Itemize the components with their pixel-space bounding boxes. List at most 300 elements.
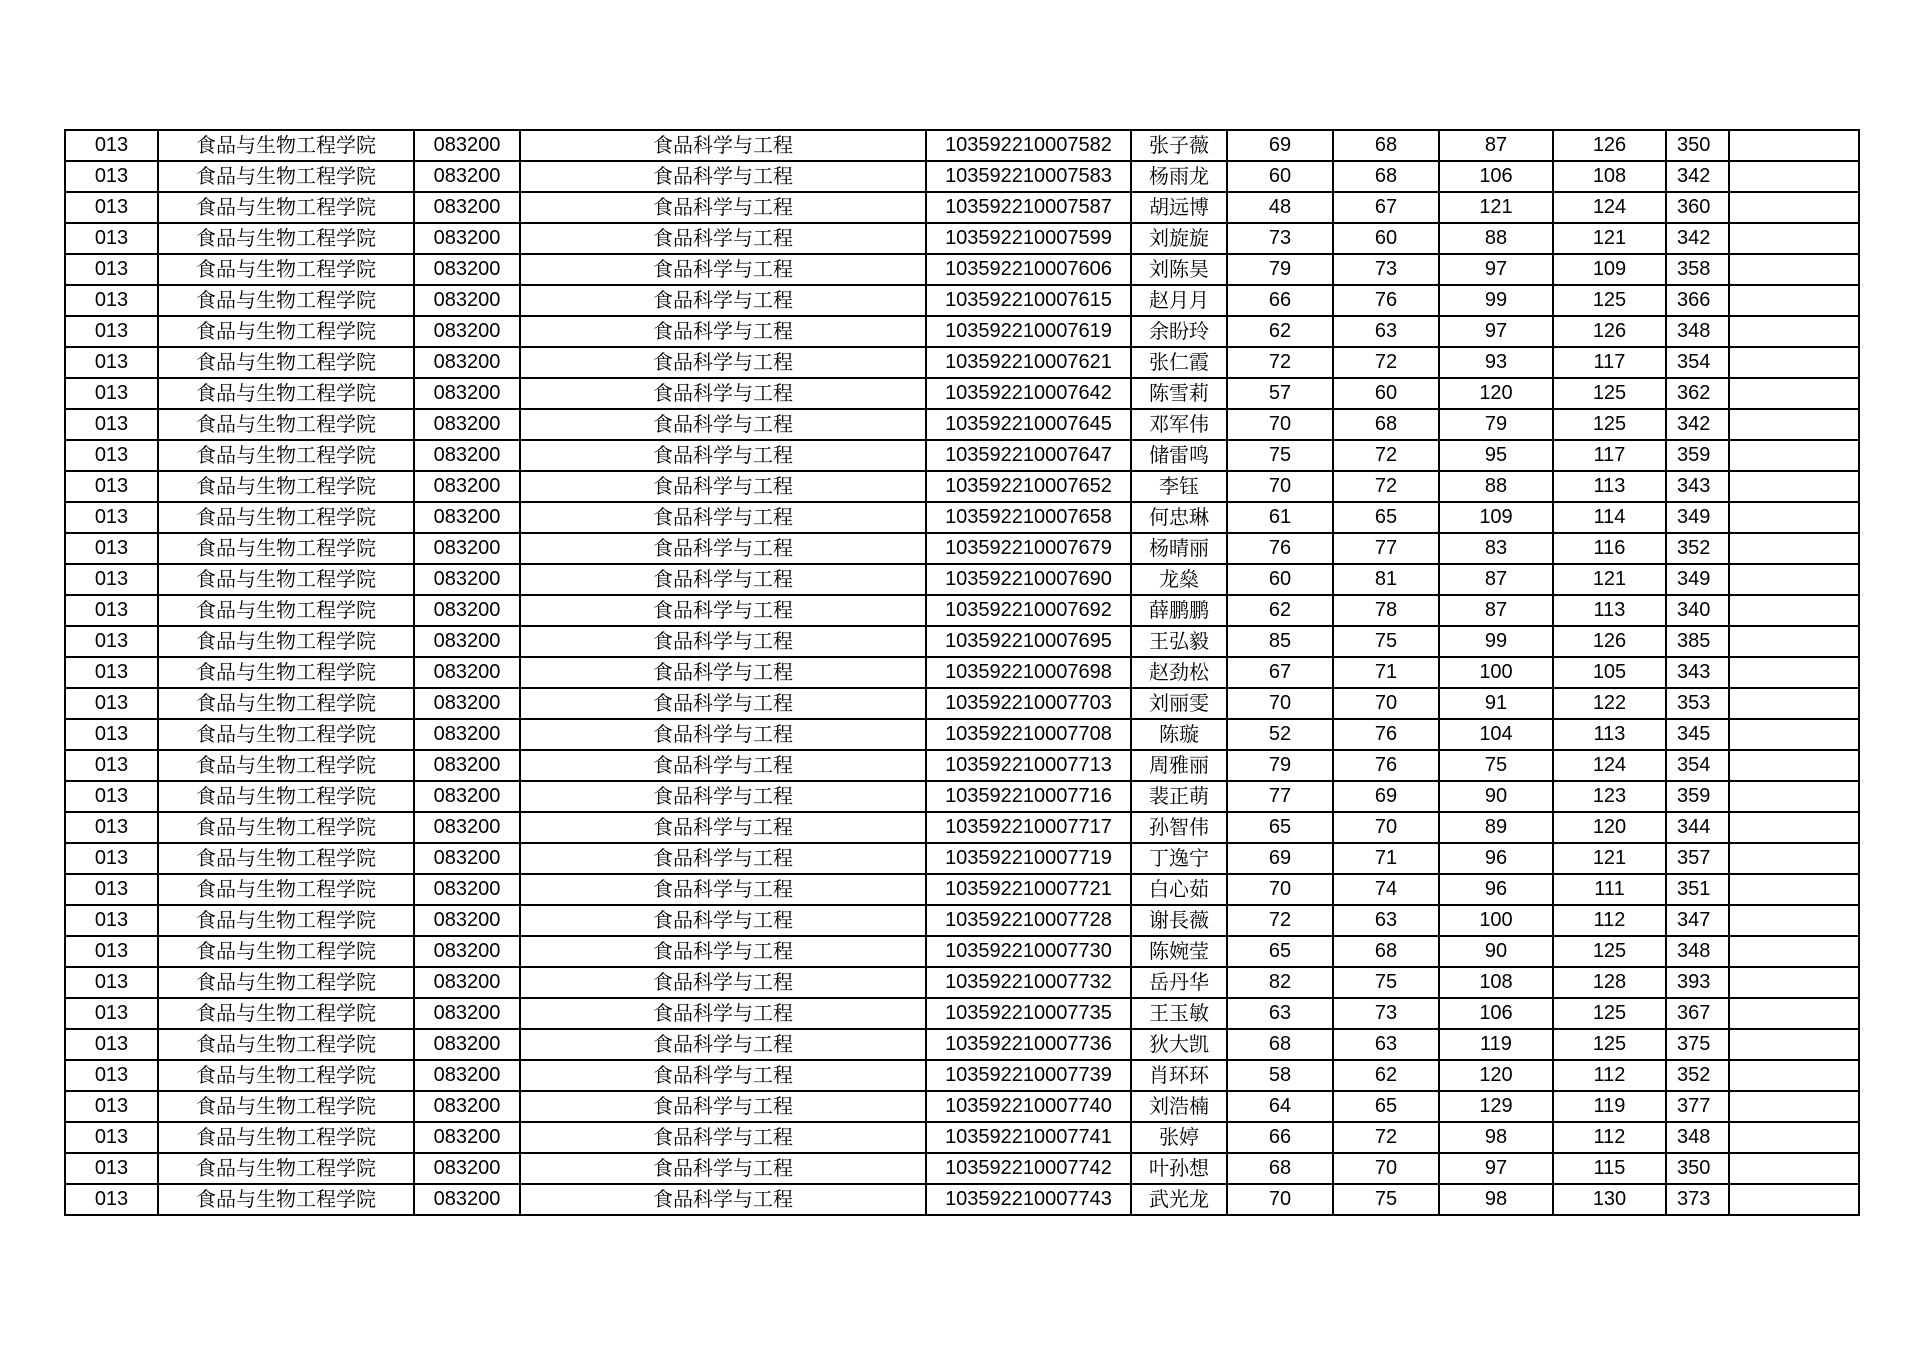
- major-code-cell: 083200: [414, 1029, 520, 1060]
- table-row: [65, 688, 1859, 719]
- exam-id-cell: 103592210007587: [926, 192, 1131, 223]
- score4-cell: 112: [1553, 1122, 1666, 1153]
- score3-cell: 99: [1439, 285, 1553, 316]
- score4-cell: 124: [1553, 192, 1666, 223]
- major-code-cell: 083200: [414, 998, 520, 1029]
- college-code-cell: 013: [65, 843, 158, 874]
- college-code-cell: 013: [65, 750, 158, 781]
- total-score-cell: 348: [1666, 936, 1729, 967]
- score1-cell: 68: [1227, 1153, 1333, 1184]
- name-cell: 裴正萌: [1131, 781, 1227, 812]
- score3-cell: 129: [1439, 1091, 1553, 1122]
- score3-cell: 83: [1439, 533, 1553, 564]
- total-score-cell: 360: [1666, 192, 1729, 223]
- exam-id-cell: 103592210007583: [926, 161, 1131, 192]
- score4-cell: 130: [1553, 1184, 1666, 1215]
- score4-cell: 108: [1553, 161, 1666, 192]
- college-code-cell: 013: [65, 1184, 158, 1215]
- score2-cell: 71: [1333, 657, 1439, 688]
- exam-id-cell: 103592210007736: [926, 1029, 1131, 1060]
- score1-cell: 61: [1227, 502, 1333, 533]
- major-cell: 食品科学与工程: [520, 223, 926, 254]
- exam-id-cell: 103592210007647: [926, 440, 1131, 471]
- score2-cell: 75: [1333, 967, 1439, 998]
- table-body: [65, 130, 1859, 1215]
- college-code-cell: 013: [65, 626, 158, 657]
- name-cell: 杨晴丽: [1131, 533, 1227, 564]
- total-score-cell: 345: [1666, 719, 1729, 750]
- score3-cell: 88: [1439, 471, 1553, 502]
- table-row: [65, 874, 1859, 905]
- name-cell: 肖环环: [1131, 1060, 1227, 1091]
- major-code-cell: 083200: [414, 378, 520, 409]
- college-cell: 食品与生物工程学院: [158, 130, 414, 161]
- name-cell: 岳丹华: [1131, 967, 1227, 998]
- major-code-cell: 083200: [414, 1153, 520, 1184]
- name-cell: 张子薇: [1131, 130, 1227, 161]
- total-score-cell: 349: [1666, 564, 1729, 595]
- college-code-cell: 013: [65, 192, 158, 223]
- name-cell: 刘浩楠: [1131, 1091, 1227, 1122]
- table-row: [65, 1184, 1859, 1215]
- major-code-cell: 083200: [414, 347, 520, 378]
- score4-cell: 125: [1553, 998, 1666, 1029]
- major-code-cell: 083200: [414, 781, 520, 812]
- total-score-cell: 343: [1666, 471, 1729, 502]
- major-cell: 食品科学与工程: [520, 192, 926, 223]
- major-cell: 食品科学与工程: [520, 936, 926, 967]
- table-row: [65, 998, 1859, 1029]
- exam-id-cell: 103592210007735: [926, 998, 1131, 1029]
- score4-cell: 124: [1553, 750, 1666, 781]
- table-row: [65, 905, 1859, 936]
- score1-cell: 70: [1227, 874, 1333, 905]
- major-cell: 食品科学与工程: [520, 130, 926, 161]
- exam-id-cell: 103592210007739: [926, 1060, 1131, 1091]
- major-code-cell: 083200: [414, 254, 520, 285]
- table-row: [65, 285, 1859, 316]
- total-score-cell: 377: [1666, 1091, 1729, 1122]
- score1-cell: 67: [1227, 657, 1333, 688]
- table-row: [65, 781, 1859, 812]
- score3-cell: 98: [1439, 1184, 1553, 1215]
- total-score-cell: 348: [1666, 316, 1729, 347]
- college-code-cell: 013: [65, 1029, 158, 1060]
- major-cell: 食品科学与工程: [520, 440, 926, 471]
- major-cell: 食品科学与工程: [520, 595, 926, 626]
- exam-id-cell: 103592210007708: [926, 719, 1131, 750]
- total-score-cell: 343: [1666, 657, 1729, 688]
- score1-cell: 60: [1227, 161, 1333, 192]
- score4-cell: 123: [1553, 781, 1666, 812]
- score4-cell: 120: [1553, 812, 1666, 843]
- exam-id-cell: 103592210007740: [926, 1091, 1131, 1122]
- score3-cell: 120: [1439, 378, 1553, 409]
- total-score-cell: 340: [1666, 595, 1729, 626]
- college-code-cell: 013: [65, 285, 158, 316]
- college-cell: 食品与生物工程学院: [158, 750, 414, 781]
- college-cell: 食品与生物工程学院: [158, 719, 414, 750]
- table-row: [65, 626, 1859, 657]
- score1-cell: 82: [1227, 967, 1333, 998]
- name-cell: 白心茹: [1131, 874, 1227, 905]
- score1-cell: 73: [1227, 223, 1333, 254]
- score2-cell: 65: [1333, 1091, 1439, 1122]
- college-cell: 食品与生物工程学院: [158, 192, 414, 223]
- note-cell: [1729, 936, 1859, 967]
- score2-cell: 60: [1333, 378, 1439, 409]
- score3-cell: 98: [1439, 1122, 1553, 1153]
- score4-cell: 112: [1553, 1060, 1666, 1091]
- major-cell: 食品科学与工程: [520, 843, 926, 874]
- score2-cell: 63: [1333, 1029, 1439, 1060]
- score4-cell: 117: [1553, 347, 1666, 378]
- major-code-cell: 083200: [414, 471, 520, 502]
- total-score-cell: 342: [1666, 161, 1729, 192]
- note-cell: [1729, 378, 1859, 409]
- total-score-cell: 367: [1666, 998, 1729, 1029]
- exam-id-cell: 103592210007716: [926, 781, 1131, 812]
- score4-cell: 121: [1553, 564, 1666, 595]
- table-row: [65, 1060, 1859, 1091]
- college-code-cell: 013: [65, 688, 158, 719]
- total-score-cell: 357: [1666, 843, 1729, 874]
- college-code-cell: 013: [65, 967, 158, 998]
- score2-cell: 76: [1333, 285, 1439, 316]
- score3-cell: 89: [1439, 812, 1553, 843]
- table-row: [65, 192, 1859, 223]
- exam-id-cell: 103592210007658: [926, 502, 1131, 533]
- major-code-cell: 083200: [414, 285, 520, 316]
- score2-cell: 68: [1333, 936, 1439, 967]
- table-row: [65, 564, 1859, 595]
- score3-cell: 75: [1439, 750, 1553, 781]
- score3-cell: 120: [1439, 1060, 1553, 1091]
- score4-cell: 119: [1553, 1091, 1666, 1122]
- score1-cell: 70: [1227, 688, 1333, 719]
- exam-id-cell: 103592210007619: [926, 316, 1131, 347]
- table-row: [65, 378, 1859, 409]
- score1-cell: 69: [1227, 843, 1333, 874]
- major-code-cell: 083200: [414, 905, 520, 936]
- score4-cell: 115: [1553, 1153, 1666, 1184]
- note-cell: [1729, 1184, 1859, 1215]
- score2-cell: 68: [1333, 130, 1439, 161]
- college-cell: 食品与生物工程学院: [158, 502, 414, 533]
- total-score-cell: 342: [1666, 409, 1729, 440]
- note-cell: [1729, 347, 1859, 378]
- score2-cell: 70: [1333, 1153, 1439, 1184]
- college-code-cell: 013: [65, 471, 158, 502]
- college-cell: 食品与生物工程学院: [158, 223, 414, 254]
- major-code-cell: 083200: [414, 812, 520, 843]
- score4-cell: 125: [1553, 1029, 1666, 1060]
- score2-cell: 69: [1333, 781, 1439, 812]
- major-cell: 食品科学与工程: [520, 1029, 926, 1060]
- major-cell: 食品科学与工程: [520, 316, 926, 347]
- college-cell: 食品与生物工程学院: [158, 936, 414, 967]
- major-code-cell: 083200: [414, 1091, 520, 1122]
- score-table: [64, 129, 1860, 1216]
- name-cell: 邓军伟: [1131, 409, 1227, 440]
- score1-cell: 66: [1227, 285, 1333, 316]
- table-row: [65, 440, 1859, 471]
- note-cell: [1729, 1029, 1859, 1060]
- score2-cell: 76: [1333, 750, 1439, 781]
- score4-cell: 117: [1553, 440, 1666, 471]
- major-cell: 食品科学与工程: [520, 626, 926, 657]
- score1-cell: 60: [1227, 564, 1333, 595]
- note-cell: [1729, 1091, 1859, 1122]
- note-cell: [1729, 533, 1859, 564]
- major-cell: 食品科学与工程: [520, 533, 926, 564]
- major-cell: 食品科学与工程: [520, 905, 926, 936]
- total-score-cell: 352: [1666, 1060, 1729, 1091]
- score2-cell: 60: [1333, 223, 1439, 254]
- score1-cell: 79: [1227, 254, 1333, 285]
- major-cell: 食品科学与工程: [520, 347, 926, 378]
- exam-id-cell: 103592210007703: [926, 688, 1131, 719]
- note-cell: [1729, 130, 1859, 161]
- major-code-cell: 083200: [414, 595, 520, 626]
- note-cell: [1729, 843, 1859, 874]
- table-row: [65, 812, 1859, 843]
- name-cell: 陈璇: [1131, 719, 1227, 750]
- exam-id-cell: 103592210007606: [926, 254, 1131, 285]
- score4-cell: 125: [1553, 378, 1666, 409]
- score3-cell: 100: [1439, 905, 1553, 936]
- college-cell: 食品与生物工程学院: [158, 378, 414, 409]
- college-cell: 食品与生物工程学院: [158, 905, 414, 936]
- score2-cell: 78: [1333, 595, 1439, 626]
- score1-cell: 69: [1227, 130, 1333, 161]
- major-cell: 食品科学与工程: [520, 285, 926, 316]
- major-code-cell: 083200: [414, 130, 520, 161]
- note-cell: [1729, 657, 1859, 688]
- college-code-cell: 013: [65, 719, 158, 750]
- note-cell: [1729, 874, 1859, 905]
- exam-id-cell: 103592210007742: [926, 1153, 1131, 1184]
- college-cell: 食品与生物工程学院: [158, 874, 414, 905]
- college-cell: 食品与生物工程学院: [158, 657, 414, 688]
- score1-cell: 79: [1227, 750, 1333, 781]
- name-cell: 赵劲松: [1131, 657, 1227, 688]
- score4-cell: 116: [1553, 533, 1666, 564]
- table-row: [65, 967, 1859, 998]
- total-score-cell: 342: [1666, 223, 1729, 254]
- score3-cell: 91: [1439, 688, 1553, 719]
- major-cell: 食品科学与工程: [520, 998, 926, 1029]
- score2-cell: 75: [1333, 1184, 1439, 1215]
- college-cell: 食品与生物工程学院: [158, 1122, 414, 1153]
- total-score-cell: 366: [1666, 285, 1729, 316]
- college-cell: 食品与生物工程学院: [158, 161, 414, 192]
- score1-cell: 75: [1227, 440, 1333, 471]
- note-cell: [1729, 967, 1859, 998]
- college-code-cell: 013: [65, 1153, 158, 1184]
- college-cell: 食品与生物工程学院: [158, 781, 414, 812]
- name-cell: 薛鹏鹏: [1131, 595, 1227, 626]
- note-cell: [1729, 161, 1859, 192]
- major-cell: 食品科学与工程: [520, 688, 926, 719]
- score1-cell: 70: [1227, 409, 1333, 440]
- total-score-cell: 353: [1666, 688, 1729, 719]
- exam-id-cell: 103592210007728: [926, 905, 1131, 936]
- table-row: [65, 533, 1859, 564]
- total-score-cell: 362: [1666, 378, 1729, 409]
- college-cell: 食品与生物工程学院: [158, 347, 414, 378]
- score2-cell: 72: [1333, 1122, 1439, 1153]
- college-cell: 食品与生物工程学院: [158, 626, 414, 657]
- college-code-cell: 013: [65, 223, 158, 254]
- table-row: [65, 719, 1859, 750]
- name-cell: 谢長薇: [1131, 905, 1227, 936]
- name-cell: 余盼玲: [1131, 316, 1227, 347]
- table-row: [65, 254, 1859, 285]
- college-cell: 食品与生物工程学院: [158, 1184, 414, 1215]
- score2-cell: 63: [1333, 316, 1439, 347]
- name-cell: 武光龙: [1131, 1184, 1227, 1215]
- score1-cell: 65: [1227, 936, 1333, 967]
- exam-id-cell: 103592210007645: [926, 409, 1131, 440]
- table-row: [65, 409, 1859, 440]
- note-cell: [1729, 409, 1859, 440]
- exam-id-cell: 103592210007642: [926, 378, 1131, 409]
- total-score-cell: 351: [1666, 874, 1729, 905]
- college-cell: 食品与生物工程学院: [158, 285, 414, 316]
- exam-id-cell: 103592210007582: [926, 130, 1131, 161]
- score2-cell: 76: [1333, 719, 1439, 750]
- score4-cell: 121: [1553, 843, 1666, 874]
- college-code-cell: 013: [65, 347, 158, 378]
- score3-cell: 87: [1439, 595, 1553, 626]
- name-cell: 赵月月: [1131, 285, 1227, 316]
- college-code-cell: 013: [65, 781, 158, 812]
- table-row: [65, 750, 1859, 781]
- score3-cell: 87: [1439, 564, 1553, 595]
- exam-id-cell: 103592210007652: [926, 471, 1131, 502]
- note-cell: [1729, 812, 1859, 843]
- exam-id-cell: 103592210007679: [926, 533, 1131, 564]
- major-cell: 食品科学与工程: [520, 967, 926, 998]
- name-cell: 杨雨龙: [1131, 161, 1227, 192]
- name-cell: 陈婉莹: [1131, 936, 1227, 967]
- college-code-cell: 013: [65, 1122, 158, 1153]
- exam-id-cell: 103592210007695: [926, 626, 1131, 657]
- major-code-cell: 083200: [414, 1060, 520, 1091]
- score1-cell: 58: [1227, 1060, 1333, 1091]
- score4-cell: 113: [1553, 471, 1666, 502]
- score2-cell: 75: [1333, 626, 1439, 657]
- major-cell: 食品科学与工程: [520, 750, 926, 781]
- score3-cell: 106: [1439, 998, 1553, 1029]
- major-cell: 食品科学与工程: [520, 719, 926, 750]
- exam-id-cell: 103592210007730: [926, 936, 1131, 967]
- score2-cell: 63: [1333, 905, 1439, 936]
- major-code-cell: 083200: [414, 409, 520, 440]
- major-code-cell: 083200: [414, 688, 520, 719]
- college-code-cell: 013: [65, 1060, 158, 1091]
- score1-cell: 77: [1227, 781, 1333, 812]
- major-code-cell: 083200: [414, 564, 520, 595]
- score1-cell: 62: [1227, 595, 1333, 626]
- note-cell: [1729, 1060, 1859, 1091]
- exam-id-cell: 103592210007719: [926, 843, 1131, 874]
- score2-cell: 81: [1333, 564, 1439, 595]
- college-cell: 食品与生物工程学院: [158, 843, 414, 874]
- table-row: [65, 316, 1859, 347]
- name-cell: 周雅丽: [1131, 750, 1227, 781]
- name-cell: 丁逸宁: [1131, 843, 1227, 874]
- major-code-cell: 083200: [414, 967, 520, 998]
- major-code-cell: 083200: [414, 719, 520, 750]
- exam-id-cell: 103592210007732: [926, 967, 1131, 998]
- score3-cell: 93: [1439, 347, 1553, 378]
- table-row: [65, 595, 1859, 626]
- score3-cell: 96: [1439, 843, 1553, 874]
- score3-cell: 79: [1439, 409, 1553, 440]
- score1-cell: 68: [1227, 1029, 1333, 1060]
- major-code-cell: 083200: [414, 936, 520, 967]
- note-cell: [1729, 440, 1859, 471]
- major-code-cell: 083200: [414, 533, 520, 564]
- score3-cell: 95: [1439, 440, 1553, 471]
- name-cell: 王弘毅: [1131, 626, 1227, 657]
- college-code-cell: 013: [65, 595, 158, 626]
- major-cell: 食品科学与工程: [520, 378, 926, 409]
- major-cell: 食品科学与工程: [520, 1060, 926, 1091]
- score3-cell: 99: [1439, 626, 1553, 657]
- score4-cell: 126: [1553, 626, 1666, 657]
- major-cell: 食品科学与工程: [520, 1184, 926, 1215]
- college-code-cell: 013: [65, 161, 158, 192]
- exam-id-cell: 103592210007743: [926, 1184, 1131, 1215]
- score3-cell: 90: [1439, 936, 1553, 967]
- major-cell: 食品科学与工程: [520, 874, 926, 905]
- college-code-cell: 013: [65, 564, 158, 595]
- major-cell: 食品科学与工程: [520, 502, 926, 533]
- score3-cell: 97: [1439, 316, 1553, 347]
- name-cell: 张婷: [1131, 1122, 1227, 1153]
- major-cell: 食品科学与工程: [520, 1091, 926, 1122]
- major-code-cell: 083200: [414, 657, 520, 688]
- score4-cell: 111: [1553, 874, 1666, 905]
- score2-cell: 73: [1333, 254, 1439, 285]
- major-code-cell: 083200: [414, 316, 520, 347]
- note-cell: [1729, 781, 1859, 812]
- table-row: [65, 1091, 1859, 1122]
- major-code-cell: 083200: [414, 874, 520, 905]
- college-code-cell: 013: [65, 998, 158, 1029]
- college-cell: 食品与生物工程学院: [158, 316, 414, 347]
- name-cell: 刘丽雯: [1131, 688, 1227, 719]
- note-cell: [1729, 750, 1859, 781]
- table-row: [65, 130, 1859, 161]
- score3-cell: 106: [1439, 161, 1553, 192]
- note-cell: [1729, 192, 1859, 223]
- score1-cell: 65: [1227, 812, 1333, 843]
- college-code-cell: 013: [65, 812, 158, 843]
- table-row: [65, 1153, 1859, 1184]
- name-cell: 胡远博: [1131, 192, 1227, 223]
- score4-cell: 126: [1553, 130, 1666, 161]
- score1-cell: 72: [1227, 347, 1333, 378]
- score2-cell: 67: [1333, 192, 1439, 223]
- major-code-cell: 083200: [414, 440, 520, 471]
- score2-cell: 72: [1333, 347, 1439, 378]
- score1-cell: 70: [1227, 471, 1333, 502]
- total-score-cell: 393: [1666, 967, 1729, 998]
